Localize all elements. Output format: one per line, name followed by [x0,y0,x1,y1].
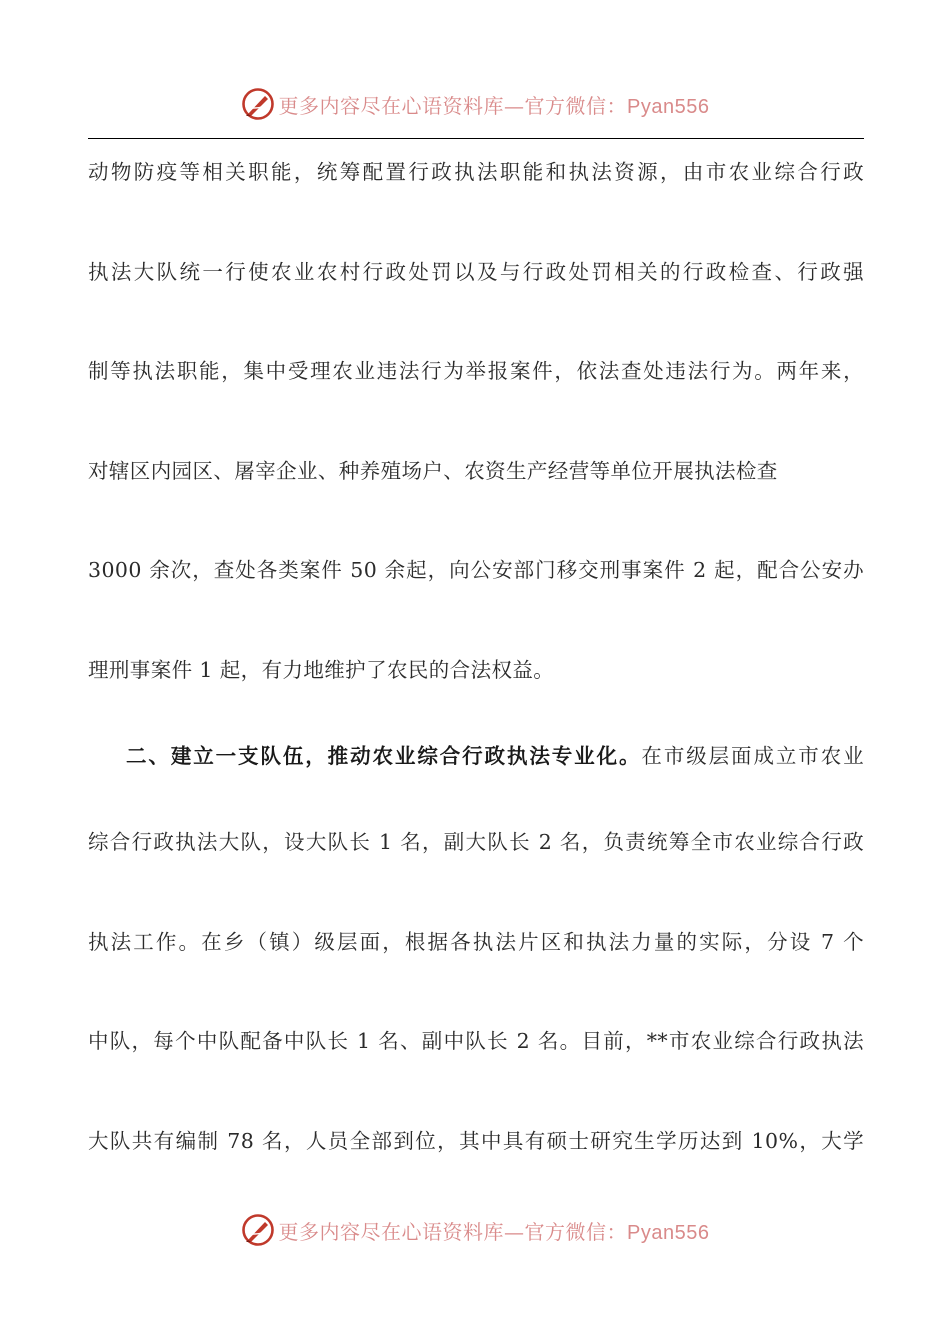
footer-banner-main: 更多内容尽在心语资料库 [278,1219,505,1244]
footer-banner-handle: Pyan556 [627,1221,710,1244]
header-banner-main: 更多内容尽在心语资料库 [278,93,505,118]
section-2-first-line [88,730,864,816]
text-line: 中队，每个中队配备中队长 1 名、副中队长 2 名。目前，**市农业综合行政执法 [88,1029,864,1053]
text-line: 综合行政执法大队，设大队长 1 名，副大队长 2 名，负责统筹全市农业综合行政 [88,830,864,854]
header-banner-text [279,90,710,119]
text-line: 制等执法职能，集中受理农业违法行为举报案件，依法查处违法行为。两年来， [88,359,864,383]
text-line: 对辖区内园区、屠宰企业、种养殖场户、农资生产经营等单位开展执法检查 [88,458,778,483]
section-2-heading: 二、建立一支队伍，推动农业综合行政执法专业化。 [126,744,642,768]
footer-banner-text [279,1216,710,1245]
text-line: 大队共有编制 78 名，人员全部到位，其中具有硕士研究生学历达到 10%，大学 [88,1128,864,1153]
section-2-first-rest: 在市级层面成立市农业 [641,744,865,768]
pen-logo-icon [241,1213,275,1247]
text-line: 理刑事案件 1 起，有力地维护了农民的合法权益。 [88,657,555,682]
header-banner [0,84,950,124]
header-divider [88,138,864,139]
text-line: 动物防疫等相关职能，统筹配置行政执法职能和执法资源，由市农业综合行政 [88,160,864,184]
footer-banner-dash: — [504,1219,525,1244]
text-line: 3000 余次，查处各类案件 50 余起，向公安部门移交刑事案件 2 起，配合公安办 [88,558,864,582]
text-line: 执法工作。在乡（镇）级层面，根据各执法片区和执法力量的实际，分设 7 个 [88,929,864,954]
pen-logo-icon [241,87,275,121]
header-banner-handle: Pyan556 [627,95,710,118]
footer-banner [0,1210,950,1250]
footer-banner-wechat: 官方微信： [524,1219,628,1244]
text-line: 执法大队统一行使农业农村行政处罚以及与行政处罚相关的行政检查、行政强 [88,259,864,284]
document-body [88,146,864,1214]
header-banner-dash: — [504,93,525,118]
header-banner-wechat: 官方微信： [524,93,628,118]
